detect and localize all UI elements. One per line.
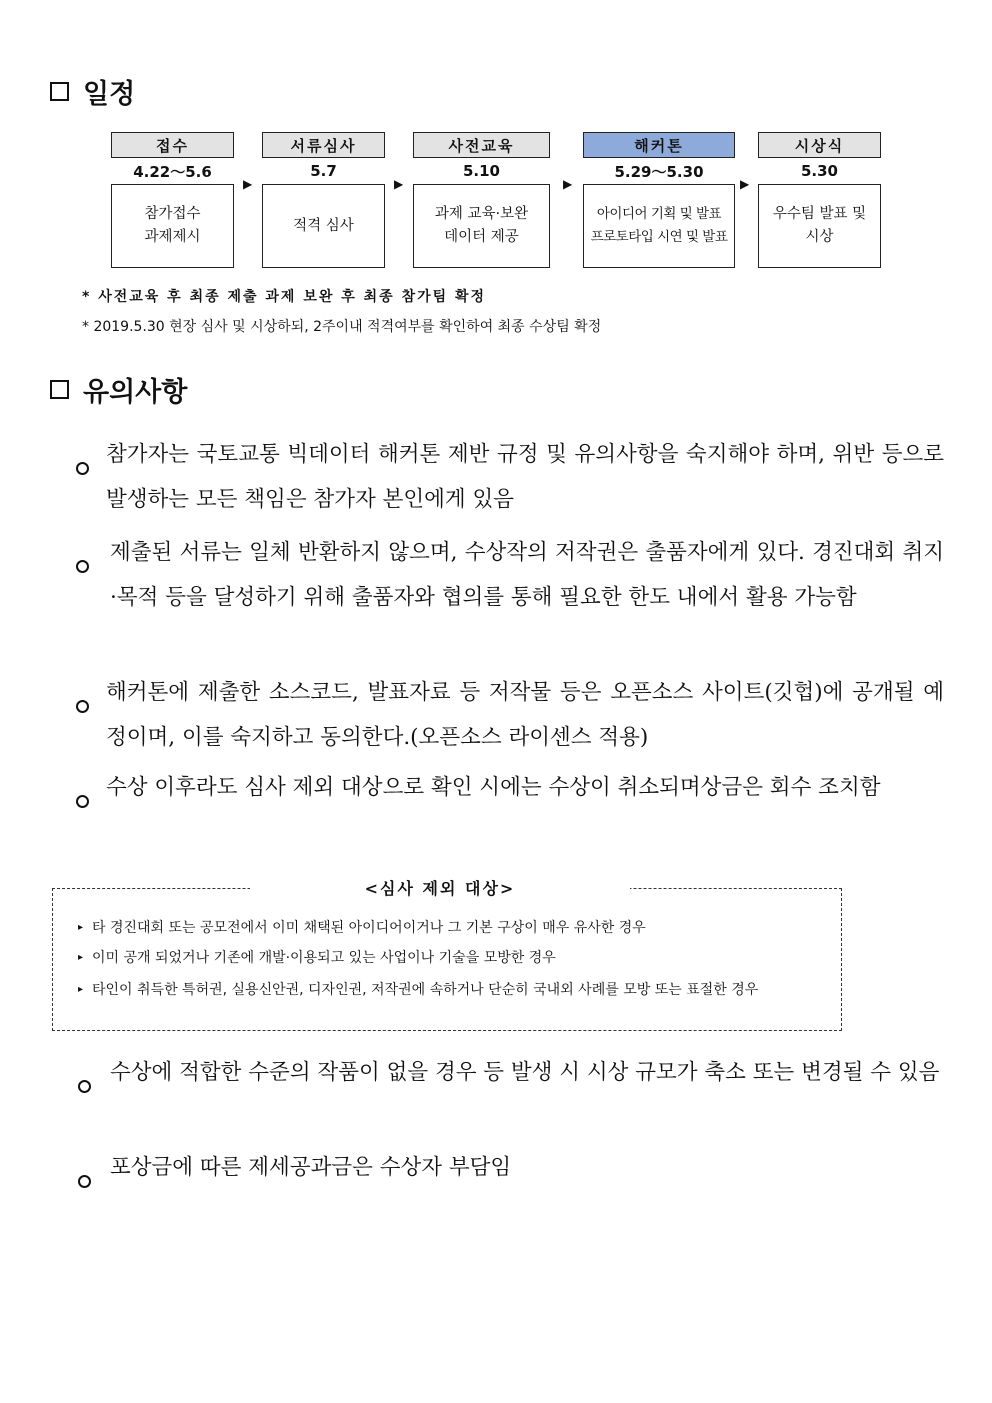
stage-description bbox=[413, 184, 550, 268]
arrow-right-icon: ▶ bbox=[394, 177, 404, 191]
desc-line: 시상 bbox=[805, 229, 834, 245]
schedule-note-2: * 2019.5.30 현장 심사 및 시상하되, 2주이내 적격여부를 확인하여 최종 수상팀 확정 bbox=[82, 319, 602, 335]
stage-name: 시상식 bbox=[758, 132, 881, 158]
arrow-right-icon: ▶ bbox=[243, 177, 253, 191]
checkbox-square-icon bbox=[50, 380, 69, 399]
checkbox-square-icon bbox=[50, 82, 69, 101]
stage-date: 5.30 bbox=[800, 162, 838, 180]
stage-date: 5.29～5.30 bbox=[614, 162, 704, 181]
stage-document-review bbox=[262, 132, 385, 268]
desc-line: 프로토타입 시연 및 발표 bbox=[590, 229, 728, 245]
desc-line: 참가접수 bbox=[144, 206, 201, 222]
stage-name: 해커톤 bbox=[583, 132, 735, 158]
schedule-title: 일정 bbox=[83, 79, 136, 110]
stage-hackathon bbox=[583, 132, 735, 268]
exclusion-item: ▸ 타 경진대회 또는 공모전에서 이미 채택된 아이디어이거나 그 기본 구상이 매우 유사한 경우 bbox=[78, 920, 646, 936]
stage-description bbox=[262, 184, 385, 268]
notice-item: 수상 이후라도 심사 제외 대상으로 확인 시에는 수상이 취소되며상금은 회수 조치함 bbox=[76, 765, 944, 810]
arrow-right-icon: ▶ bbox=[563, 177, 573, 191]
notice-item: 포상금에 따른 제세공과금은 수상자 부담임 bbox=[78, 1145, 944, 1190]
notice-item: 참가자는 국토교통 빅데이터 해커톤 제반 규정 및 유의사항을 숙지해야 하며, 위반 등으로 발생하는 모든 책임은 참가자 본인에게 있음 bbox=[76, 432, 944, 522]
notice-title: 유의사항 bbox=[83, 377, 188, 408]
stage-date: 4.22～5.6 bbox=[133, 162, 212, 181]
desc-line: 데이터 제공 bbox=[444, 229, 519, 245]
stage-description bbox=[111, 184, 234, 268]
circle-bullet-icon bbox=[76, 700, 89, 713]
triangle-bullet-icon: ▸ bbox=[78, 922, 84, 933]
desc-line: 과제제시 bbox=[144, 229, 201, 245]
stage-date: 5.7 bbox=[310, 162, 337, 180]
stage-reception bbox=[111, 132, 234, 268]
notice-item: 제출된 서류는 일체 반환하지 않으며, 수상작의 저작권은 출품자에게 있다. 경진대회 취지·목적 등을 달성하기 위해 출품자와 협의를 통해 필요한 한도 내에서 활용 가능함 bbox=[76, 530, 944, 620]
stage-award-ceremony bbox=[758, 132, 881, 268]
stage-name: 서류심사 bbox=[262, 132, 385, 158]
triangle-bullet-icon: ▸ bbox=[78, 952, 84, 963]
desc-line: 아이디어 기획 및 발표 bbox=[596, 206, 722, 222]
stage-description bbox=[583, 184, 735, 268]
arrow-right-icon: ▶ bbox=[740, 177, 750, 191]
desc-line: 우수팀 발표 및 bbox=[772, 206, 867, 222]
schedule-section-title bbox=[50, 72, 135, 111]
circle-bullet-icon bbox=[76, 560, 89, 573]
desc-line: 과제 교육·보완 bbox=[434, 206, 529, 222]
circle-bullet-icon bbox=[78, 1080, 91, 1093]
triangle-bullet-icon: ▸ bbox=[78, 984, 84, 995]
desc-line: 적격 심사 bbox=[293, 217, 354, 234]
circle-bullet-icon bbox=[78, 1175, 91, 1188]
stage-name: 사전교육 bbox=[413, 132, 550, 158]
schedule-note-1: * 사전교육 후 최종 제출 과제 보완 후 최종 참가팀 확정 bbox=[82, 289, 487, 305]
notice-section-title bbox=[50, 370, 187, 409]
circle-bullet-icon bbox=[76, 462, 89, 475]
stage-name: 접수 bbox=[111, 132, 234, 158]
notice-item: 수상에 적합한 수준의 작품이 없을 경우 등 발생 시 시상 규모가 축소 또는 변경될 수 있음 bbox=[78, 1050, 944, 1095]
stage-date: 5.10 bbox=[462, 162, 500, 180]
notice-item: 해커톤에 제출한 소스코드, 발표자료 등 저작물 등은 오픈소스 사이트(깃헙)에 공개될 예정이며, 이를 숙지하고 동의한다.(오픈소스 라이센스 적용) bbox=[76, 670, 944, 760]
stage-description bbox=[758, 184, 881, 268]
exclusion-box-title: <심사 제외 대상> bbox=[250, 876, 630, 899]
exclusion-item: ▸ 타인이 취득한 특허권, 실용신안권, 디자인권, 저작권에 속하거나 단순히 국내외 사례를 모방 또는 표절한 경우 bbox=[78, 982, 759, 998]
circle-bullet-icon bbox=[76, 795, 89, 808]
exclusion-item: ▸ 이미 공개 되었거나 기존에 개발·이용되고 있는 사업이나 기술을 모방한 경우 bbox=[78, 950, 556, 966]
stage-pre-education bbox=[413, 132, 550, 268]
